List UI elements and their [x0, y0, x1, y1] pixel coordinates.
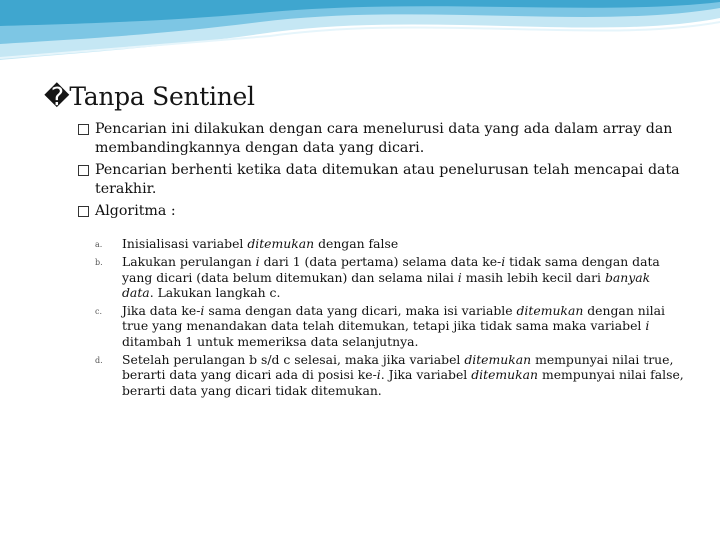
step-text: Setelah perulangan b s/d c selesai, maka jika variabel	[122, 352, 465, 368]
step-term: ditemukan	[471, 367, 539, 383]
step-marker: d.	[95, 356, 103, 366]
title-text: Tanpa Sentinel	[69, 82, 255, 111]
bullet-item	[78, 120, 690, 158]
step-text: Jika data ke-	[122, 303, 201, 319]
bullet-text: Pencarian berhenti ketika data ditemukan atau penelurusan telah mencapai data terakhir.	[95, 162, 680, 197]
step-term: ditemukan	[516, 303, 584, 319]
bullet-box-icon	[78, 124, 89, 135]
bullet-item	[78, 202, 690, 221]
header-wave-decoration	[0, 0, 720, 90]
step-marker: c.	[95, 307, 103, 317]
step-text: tidak sama dengan data yang dicari (data belum ditemukan) dan selama nilai	[122, 254, 660, 285]
step-term: i	[255, 254, 260, 270]
step-term: banyak data	[122, 269, 651, 300]
step-marker: b.	[95, 258, 103, 268]
algorithm-step-b	[95, 254, 685, 300]
step-text: ditambah 1 untuk memeriksa data selanjutnya.	[122, 333, 419, 349]
step-term: i	[200, 303, 205, 319]
bullet-box-icon	[78, 165, 89, 176]
algorithm-step-c	[95, 303, 685, 349]
step-term: i	[457, 269, 462, 285]
algorithm-step-d	[95, 352, 685, 398]
bullet-text: Algoritma :	[95, 203, 176, 219]
step-term: ditemukan	[464, 352, 532, 368]
bullet-item	[78, 161, 690, 199]
step-text: masih lebih kecil dari	[461, 269, 605, 285]
step-text: Inisialisasi variabel	[122, 236, 248, 251]
bullet-text: Pencarian ini dilakukan dengan cara menelurusi data yang ada dalam array dan membandingkannya dengan data yang dicari.	[95, 121, 673, 156]
step-term: i	[501, 254, 506, 270]
algorithm-steps	[95, 236, 685, 401]
algorithm-step-a	[95, 236, 685, 251]
step-text: mempunyai nilai false, berarti data yang dicari tidak ditemukan.	[122, 367, 684, 398]
bullet-box-icon	[78, 206, 89, 217]
step-text: mempunyai nilai true, berarti data yang dicari ada di posisi ke-	[122, 352, 674, 383]
step-term: ditemukan	[247, 236, 315, 251]
slide-title	[44, 82, 255, 111]
step-text: dengan nilai true yang menandakan data telah ditemukan, tetapi jika tidak sama maka variabel	[122, 303, 665, 334]
bullet-list	[78, 120, 690, 224]
step-text: sama dengan data yang dicari, maka isi variable	[204, 303, 517, 319]
step-text: dengan false	[314, 236, 399, 251]
step-term: i	[645, 318, 650, 334]
step-term: i	[376, 367, 381, 383]
title-marker-glyph: �	[44, 82, 70, 111]
step-text: . Lakukan langkah c.	[149, 284, 281, 300]
step-marker: a.	[95, 240, 103, 249]
step-text: dari 1 (data pertama) selama data ke-	[259, 254, 502, 270]
step-text: . Jika variabel	[380, 367, 472, 383]
step-text: Lakukan perulangan	[122, 254, 256, 270]
